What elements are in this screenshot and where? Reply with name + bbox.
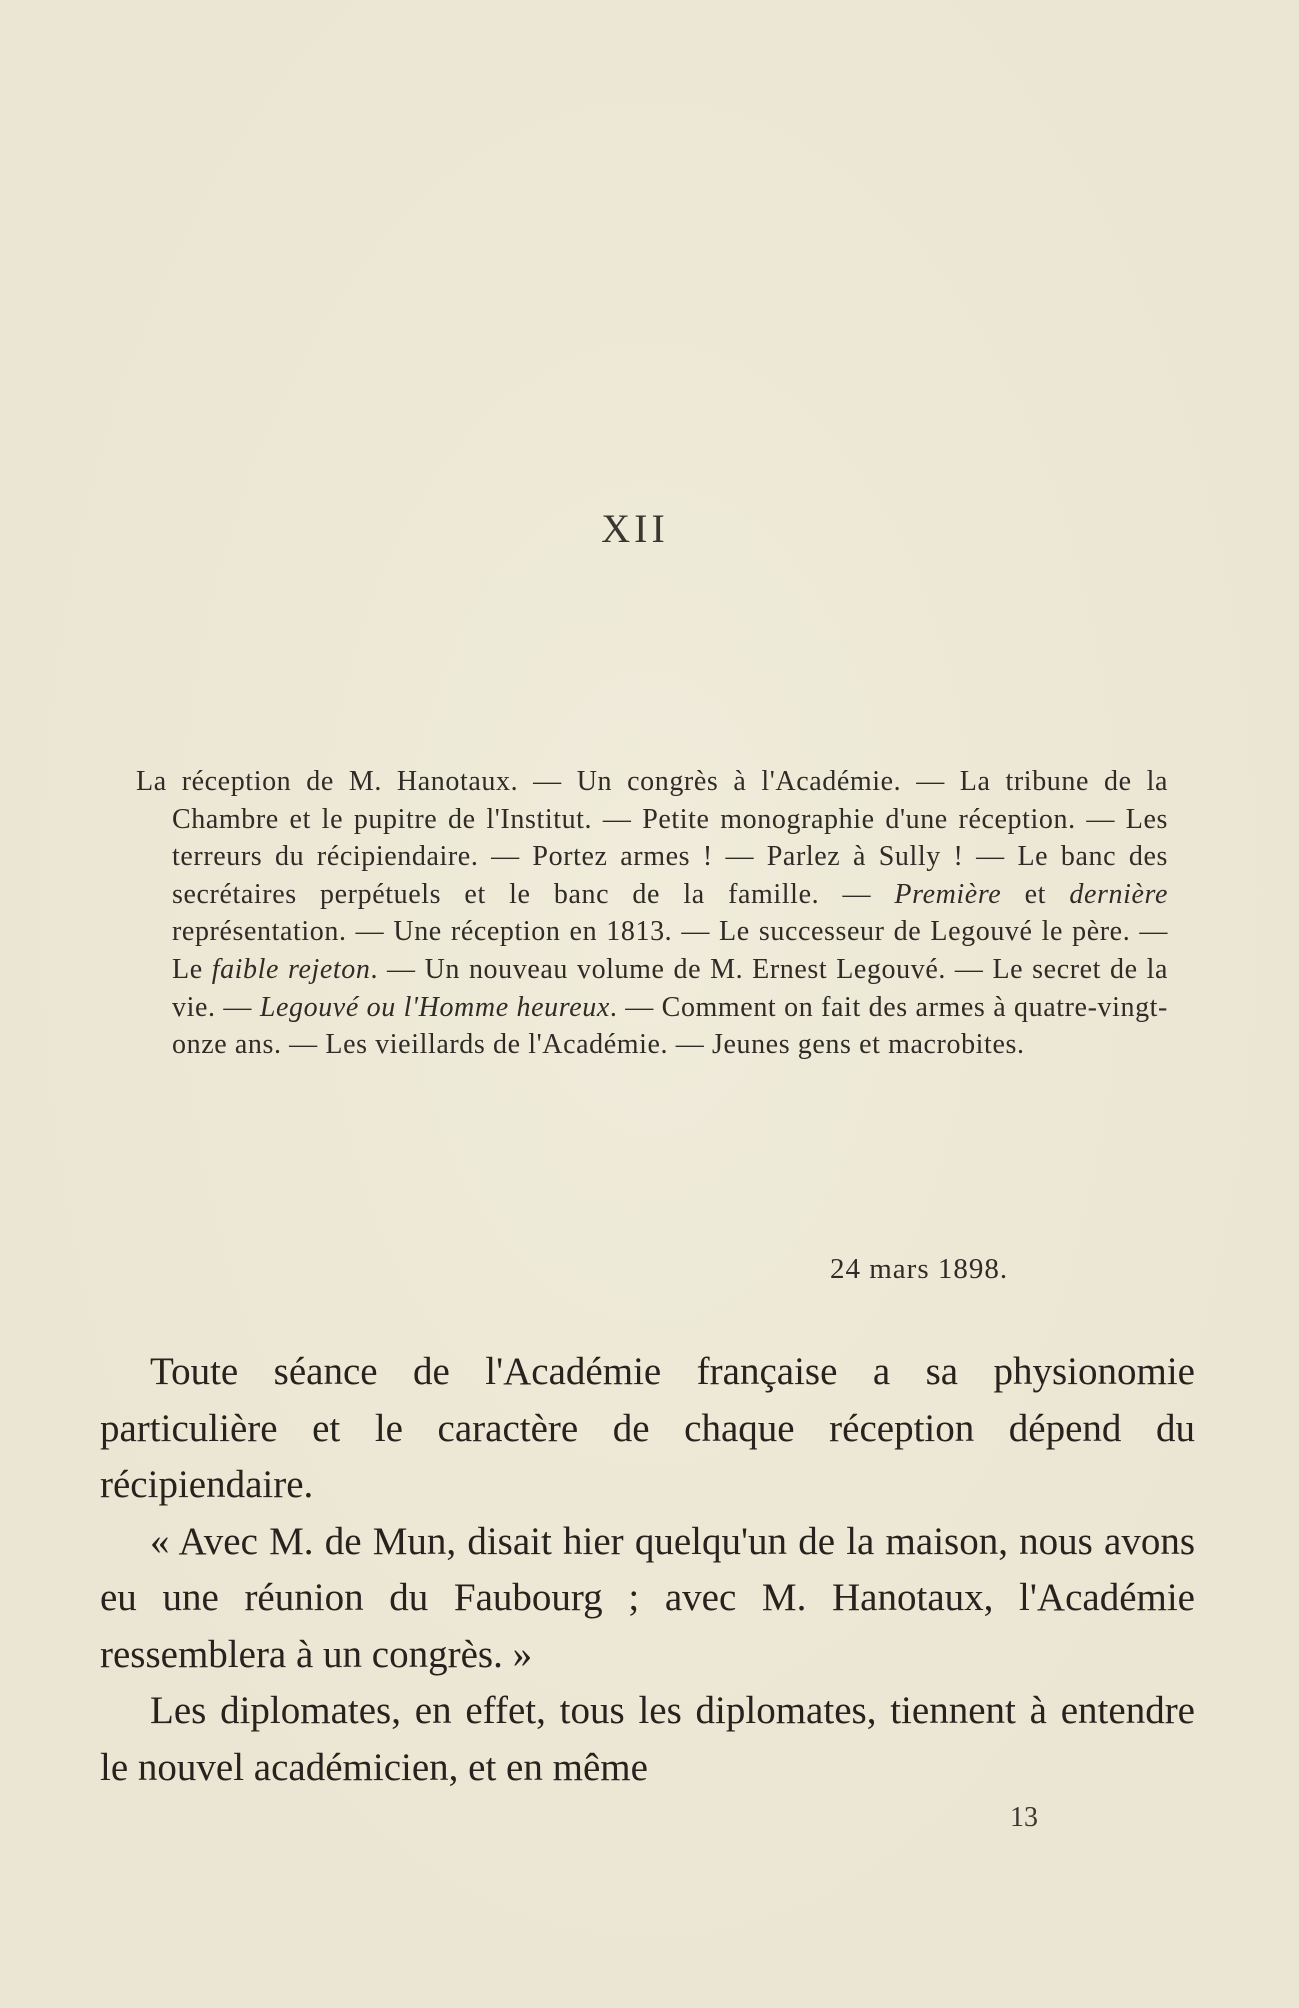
body-paragraph: Toute séance de l'Académie française a sa physionomie particulière et le caractère de chaque réception dépend du récipiendaire. — [100, 1350, 1195, 1506]
body-paragraph: Les diplomates, en effet, tous les diplomates, tiennent à entendre le nouvel académicien, et en même — [100, 1689, 1195, 1789]
summary-text: représentation. — Une réception en 1813. — Le successeur de Legouvé le père. — Le — [172, 916, 1168, 985]
summary-text: . — Un nouveau volume de M. Ernest Legouvé. — Le secret de la vie. — — [172, 953, 1168, 1023]
summary-italic-faible-rejeton: faible rejeton — [211, 953, 371, 985]
summary-italic-premiere: Première — [894, 878, 1002, 910]
summary-italic-book-title: Legouvé ou l'Homme heureux — [259, 991, 610, 1023]
chapter-number: XII — [601, 506, 669, 551]
summary-italic-derniere: dernière — [1069, 878, 1168, 910]
body-text — [100, 1344, 1195, 1796]
dateline: 24 mars 1898. — [830, 1253, 1009, 1285]
summary-text: La réception de M. Hanotaux. — Un congrès à l'Académie. — La tribune de la Chambre et le pupitre de l'Institut. — Petite monographie d'une réception. — Les terreurs du récipiendaire. — Portez armes ! — Parlez à Sully ! — Le banc des secrétaires perpétuels et le banc de la famille. — — [136, 766, 1168, 910]
summary-text: . — Comment on fait des armes à quatre-vingt-onze ans. — Les vieillards de l'Académie. — Jeunes gens et macrobites. — [172, 991, 1168, 1061]
chapter-summary — [136, 763, 1168, 1064]
summary-text: et — [1001, 878, 1070, 910]
page-number: 13 — [1010, 1802, 1038, 1833]
body-paragraph: « Avec M. de Mun, disait hier quelqu'un de la maison, nous avons eu une réunion du Faubourg ; avec M. Hanotaux, l'Académie ressemblera à un congrès. » — [100, 1519, 1195, 1676]
